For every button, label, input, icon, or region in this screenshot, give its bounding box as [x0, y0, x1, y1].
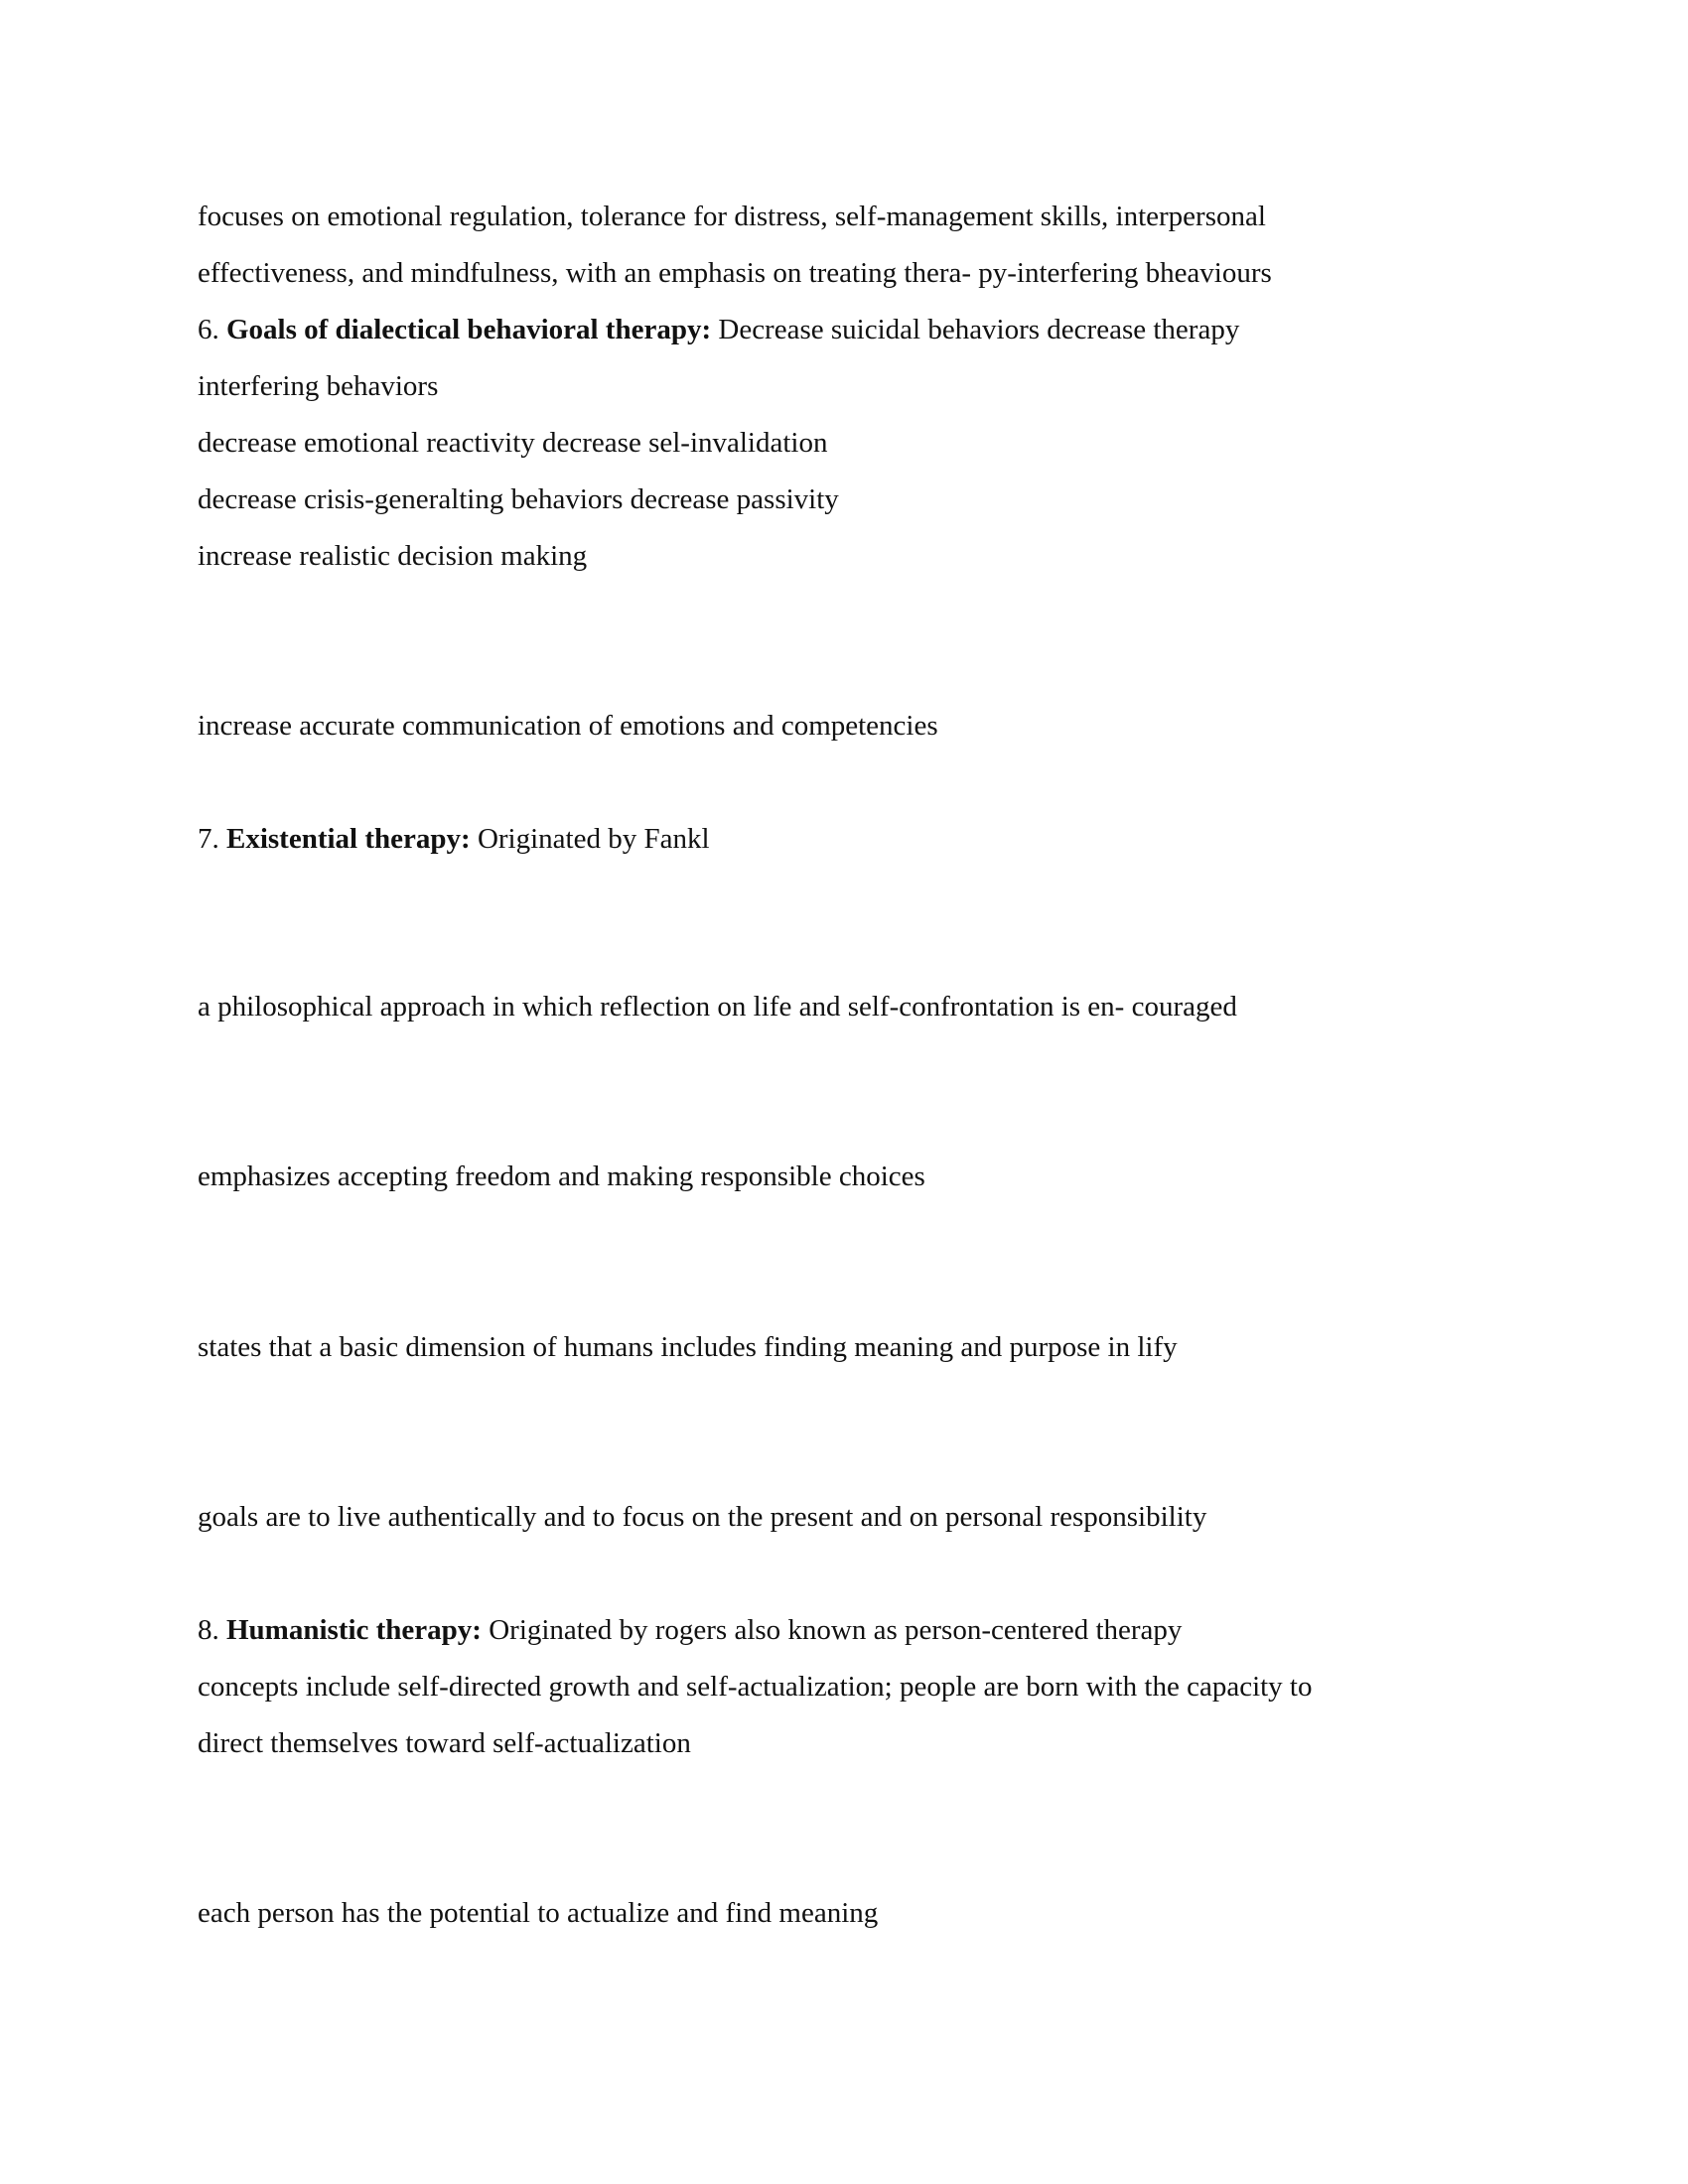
- text-line: effectiveness, and mindfulness, with an emphasis on treating thera- py-interfering bheaviours: [198, 257, 1272, 289]
- text-line: each person has the potential to actualize and find meaning: [198, 1897, 879, 1929]
- text-line: interfering behaviors: [198, 370, 439, 402]
- section-number: 6.: [198, 314, 219, 345]
- text-line: states that a basic dimension of humans includes finding meaning and purpose in lify: [198, 1331, 1178, 1363]
- section-text: Decrease suicidal behaviors decrease therapy: [711, 314, 1240, 345]
- text-line: decrease crisis-generalting behaviors decrease passivity: [198, 483, 839, 515]
- section-7-heading: [198, 822, 710, 856]
- text-line: increase accurate communication of emotions and competencies: [198, 710, 938, 742]
- text-line: direct themselves toward self-actualization: [198, 1727, 691, 1759]
- section-title: Existential therapy:: [226, 823, 471, 855]
- text-line: increase realistic decision making: [198, 540, 588, 572]
- text-line: goals are to live authentically and to focus on the present and on personal responsibility: [198, 1501, 1207, 1533]
- section-title: Humanistic therapy:: [226, 1614, 482, 1646]
- section-text: Originated by Fankl: [470, 823, 710, 855]
- text-line: a philosophical approach in which reflection on life and self-confrontation is en- couraged: [198, 991, 1237, 1023]
- text-line: concepts include self-directed growth and self-actualization; people are born with the capacity to: [198, 1671, 1313, 1703]
- text-line: emphasizes accepting freedom and making responsible choices: [198, 1160, 925, 1192]
- section-number: 8.: [198, 1614, 219, 1646]
- text-line: focuses on emotional regulation, tolerance for distress, self-management skills, interpersonal: [198, 201, 1266, 232]
- section-number: 7.: [198, 823, 219, 855]
- section-text: Originated by rogers also known as person-centered therapy: [481, 1614, 1183, 1646]
- text-line: decrease emotional reactivity decrease sel-invalidation: [198, 427, 828, 459]
- section-title: Goals of dialectical behavioral therapy:: [226, 314, 712, 345]
- section-6-heading: [198, 313, 1239, 346]
- section-8-heading: [198, 1613, 1182, 1647]
